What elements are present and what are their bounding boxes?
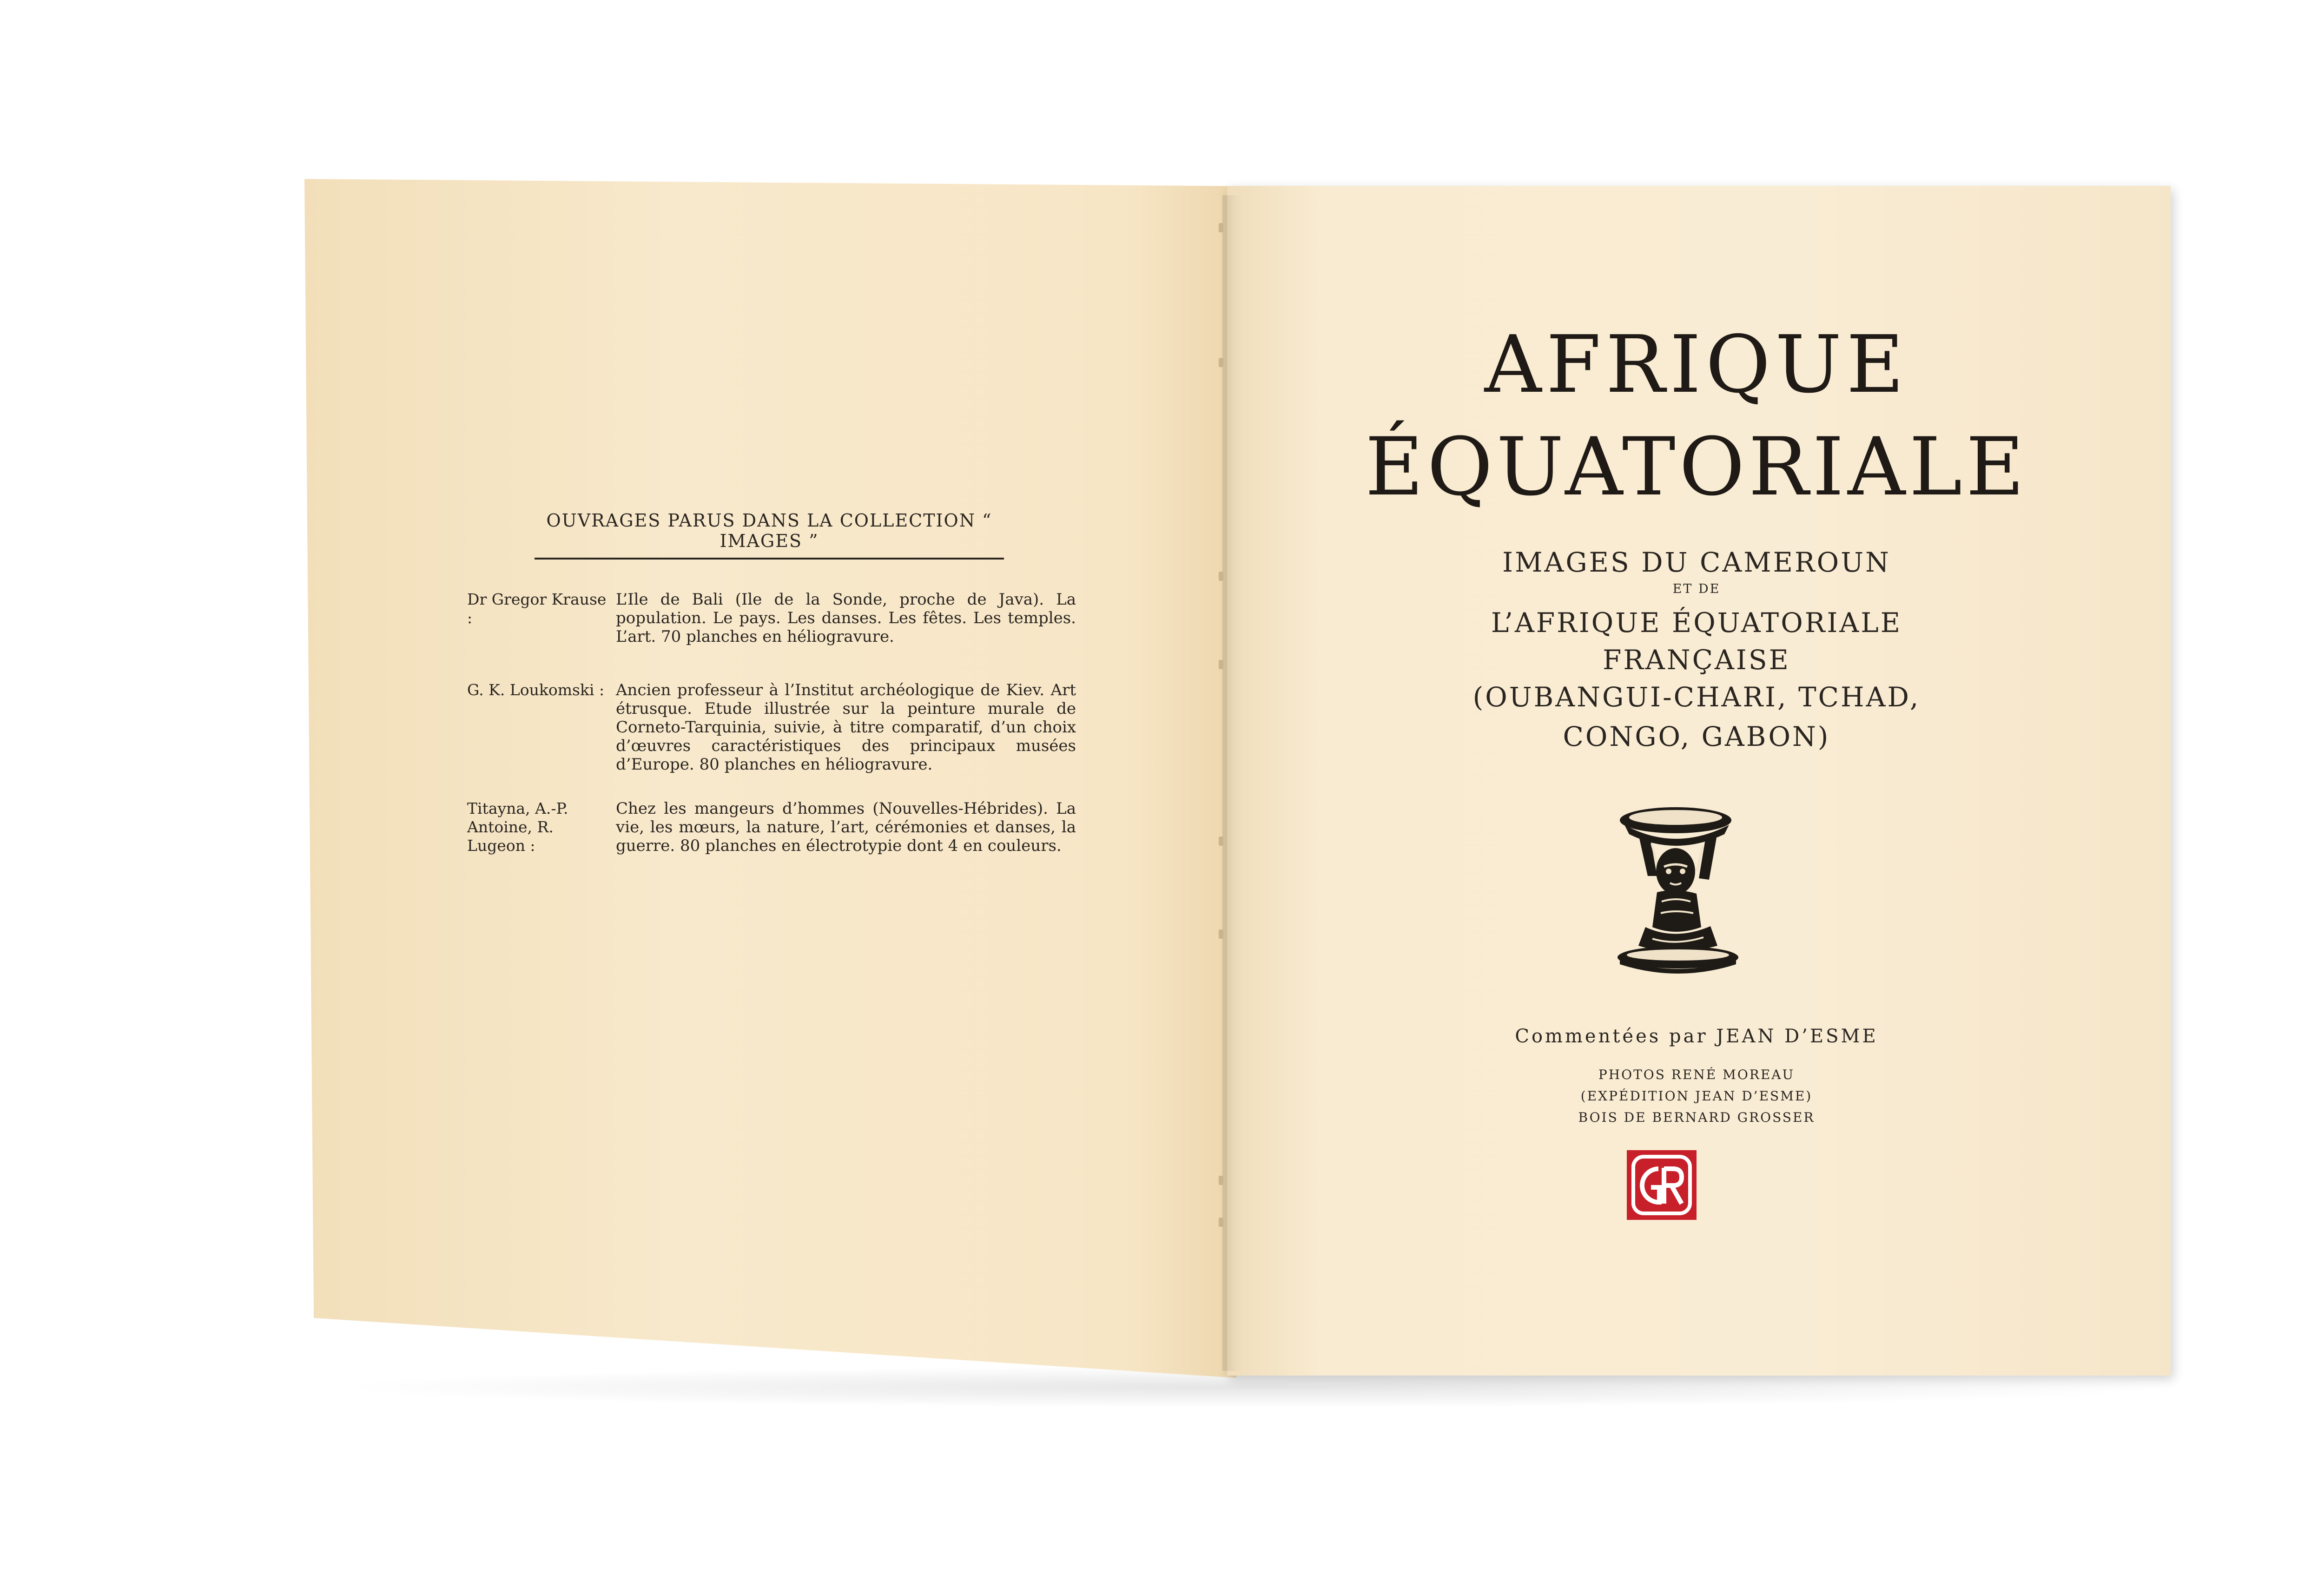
entry-author: Dr Gregor Krause : [467, 590, 607, 627]
subtitle-line3: FRANÇAISE [1603, 644, 1790, 676]
entry-author: G. K. Loukomski : [467, 681, 605, 699]
entry-author: Titayna, A.-P. Antoine, R. Lugeon : [467, 799, 568, 855]
subtitle-line5: CONGO, GABON) [1563, 721, 1830, 752]
photo-credit: PHOTOS RENÉ MOREAU [1598, 1067, 1795, 1082]
carved-figure-illustration [1606, 802, 1783, 978]
binding-stitch [1219, 929, 1223, 939]
commentary-credit: Commentées par JEAN D’ESME [1515, 1026, 1878, 1047]
binding-stitch [1219, 572, 1223, 581]
entry-description: Chez les mangeurs d’hommes (Nouvelles-Hébrides). La vie, les mœurs, la nature, l’art, cérémonies et danses, la guerre. 80 planches en électrotypie dont 4 en couleurs. [616, 799, 1076, 855]
left-page [304, 179, 1236, 1378]
subtitle-line4: (OUBANGUI-CHARI, TCHAD, [1472, 681, 1921, 713]
binding-stitch [1219, 1218, 1223, 1227]
binding-stitch [1219, 358, 1223, 367]
binding-stitch [1219, 223, 1223, 232]
binding-stitch [1219, 660, 1223, 669]
binding-stitch [1219, 836, 1223, 846]
expedition-credit: (EXPÉDITION JEAN D’ESME) [1580, 1088, 1813, 1104]
binding-stitch [1219, 1176, 1223, 1185]
subtitle-connector: ET DE [1672, 582, 1721, 596]
subtitle-line1: IMAGES DU CAMEROUN [1502, 547, 1891, 578]
book-title-line2: ÉQUATORIALE [1365, 420, 2028, 514]
woodcut-credit: BOIS DE BERNARD GROSSER [1578, 1110, 1815, 1125]
entry-description: L’Ile de Bali (Ile de la Sonde, proche de Java). La population. Le pays. Les danses. Les fêtes. Les temples. L’art. 70 planches en héliogravure. [616, 590, 1076, 646]
entry-description: Ancien professeur à l’Institut archéologique de Kiev. Art étrusque. Etude illustrée sur la peinture murale de Corneto-Tarquinia, suivie, à titre comparatif, d’un choix d’œuvres caractéristiques des principaux musées d’Europe. 80 planches en héliogravure. [616, 681, 1076, 774]
collection-heading: OUVRAGES PARUS DANS LA COLLECTION “ IMAGES ” [535, 510, 1004, 560]
publisher-logo-icon [1627, 1150, 1697, 1220]
book-title-line1: AFRIQUE [1484, 319, 1909, 411]
subtitle-line2: L’AFRIQUE ÉQUATORIALE [1491, 607, 1902, 639]
